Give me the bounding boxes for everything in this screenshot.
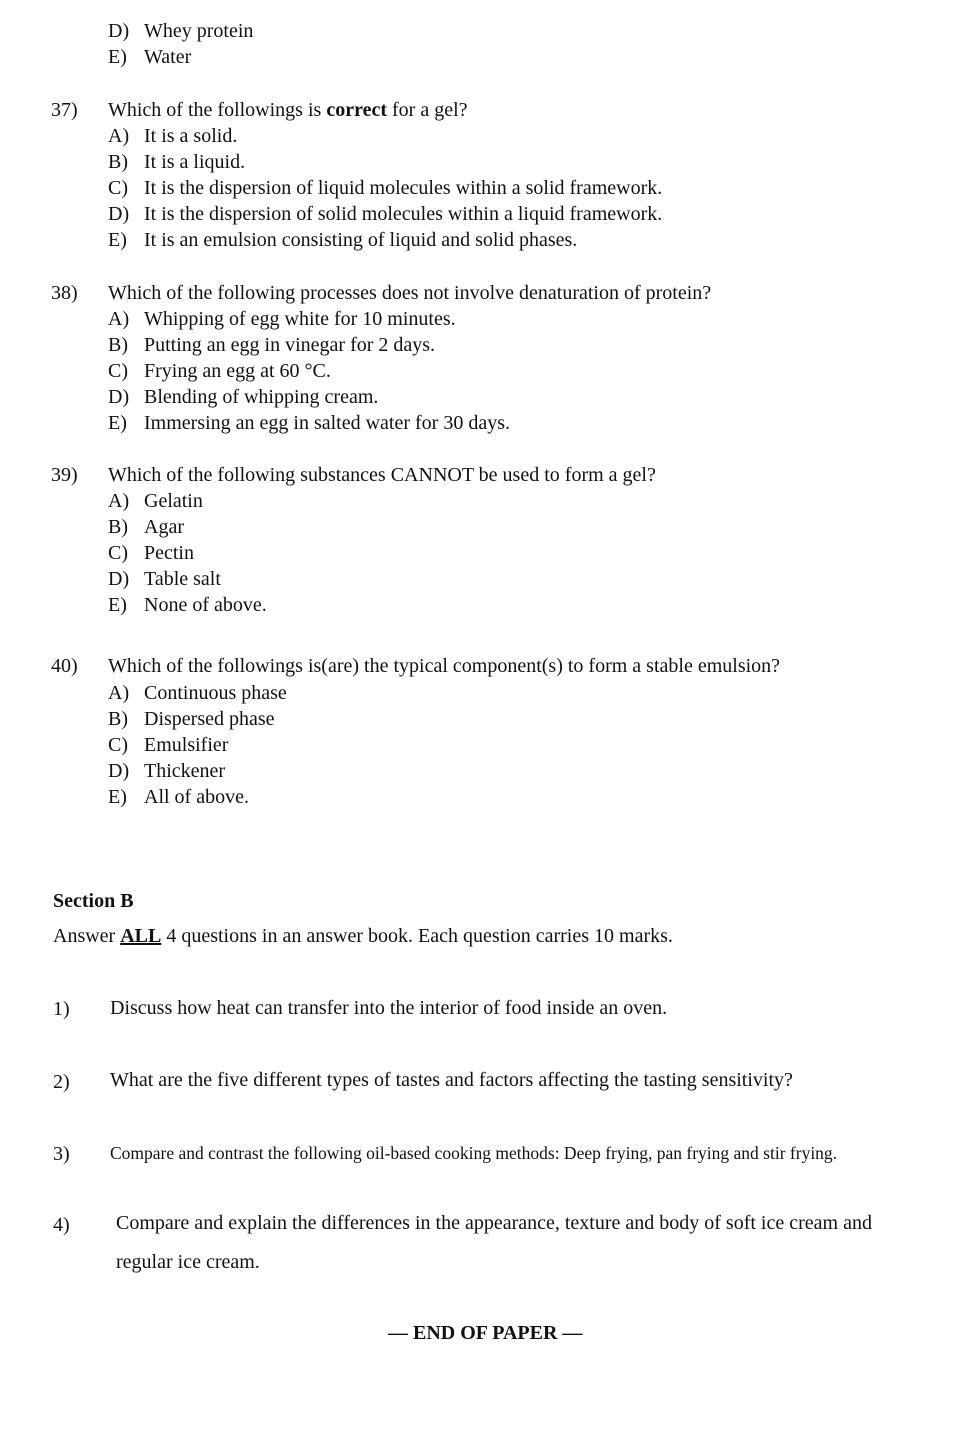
question-number: 3) (53, 1143, 70, 1165)
end-of-paper: — END OF PAPER — (388, 1322, 583, 1344)
option-d: D) Thickener (108, 760, 226, 782)
section-instructions: Answer ALL 4 questions in an answer book. Each question carries 10 marks. (53, 925, 673, 947)
option-a: A) Whipping of egg white for 10 minutes. (108, 308, 456, 330)
option-a: A) Gelatin (108, 490, 203, 512)
question-number: 39) (51, 464, 78, 486)
option-e: E) It is an emulsion consisting of liquid and solid phases. (108, 229, 578, 251)
option-e: E) Water (108, 46, 192, 68)
option-d: D) Whey protein (108, 20, 254, 42)
question-number: 2) (53, 1071, 70, 1093)
option-c: C) Pectin (108, 542, 194, 564)
question-text: What are the five different types of tastes and factors affecting the tasting sensitivity? (110, 1069, 793, 1091)
question-number: 4) (53, 1214, 70, 1236)
question-number: 37) (51, 99, 78, 121)
question-number: 40) (51, 655, 78, 677)
option-b: B) Agar (108, 516, 184, 538)
option-d: D) It is the dispersion of solid molecules within a liquid framework. (108, 203, 663, 225)
question-text: Which of the following processes does not involve denaturation of protein? (108, 282, 712, 304)
option-d: D) Blending of whipping cream. (108, 386, 379, 408)
question-number: 38) (51, 282, 78, 304)
question-text: Which of the followings is correct for a gel? (108, 99, 468, 121)
option-c: C) Emulsifier (108, 734, 229, 756)
question-text: Compare and explain the differences in the appearance, texture and body of soft ice cream and (116, 1212, 872, 1234)
option-b: B) Putting an egg in vinegar for 2 days. (108, 334, 436, 356)
question-text: Which of the followings is(are) the typical component(s) to form a stable emulsion? (108, 655, 781, 677)
question-text: Which of the following substances CANNOT be used to form a gel? (108, 464, 656, 486)
option-a: A) It is a solid. (108, 125, 238, 147)
question-text: Discuss how heat can transfer into the interior of food inside an oven. (110, 997, 668, 1019)
option-a: A) Continuous phase (108, 682, 287, 704)
option-e: E) Immersing an egg in salted water for 30 days. (108, 412, 511, 434)
option-b: B) It is a liquid. (108, 151, 246, 173)
question-number: 1) (53, 998, 70, 1020)
question-text: Compare and contrast the following oil-based cooking methods: Deep frying, pan frying and stir frying. (110, 1143, 838, 1163)
option-e: E) All of above. (108, 786, 249, 808)
option-b: B) Dispersed phase (108, 708, 275, 730)
option-d: D) Table salt (108, 568, 221, 590)
option-e: E) None of above. (108, 594, 267, 616)
question-text-continued: regular ice cream. (116, 1251, 260, 1273)
option-c: C) It is the dispersion of liquid molecules within a solid framework. (108, 177, 663, 199)
option-c: C) Frying an egg at 60 °C. (108, 360, 331, 382)
section-title: Section B (53, 890, 134, 912)
